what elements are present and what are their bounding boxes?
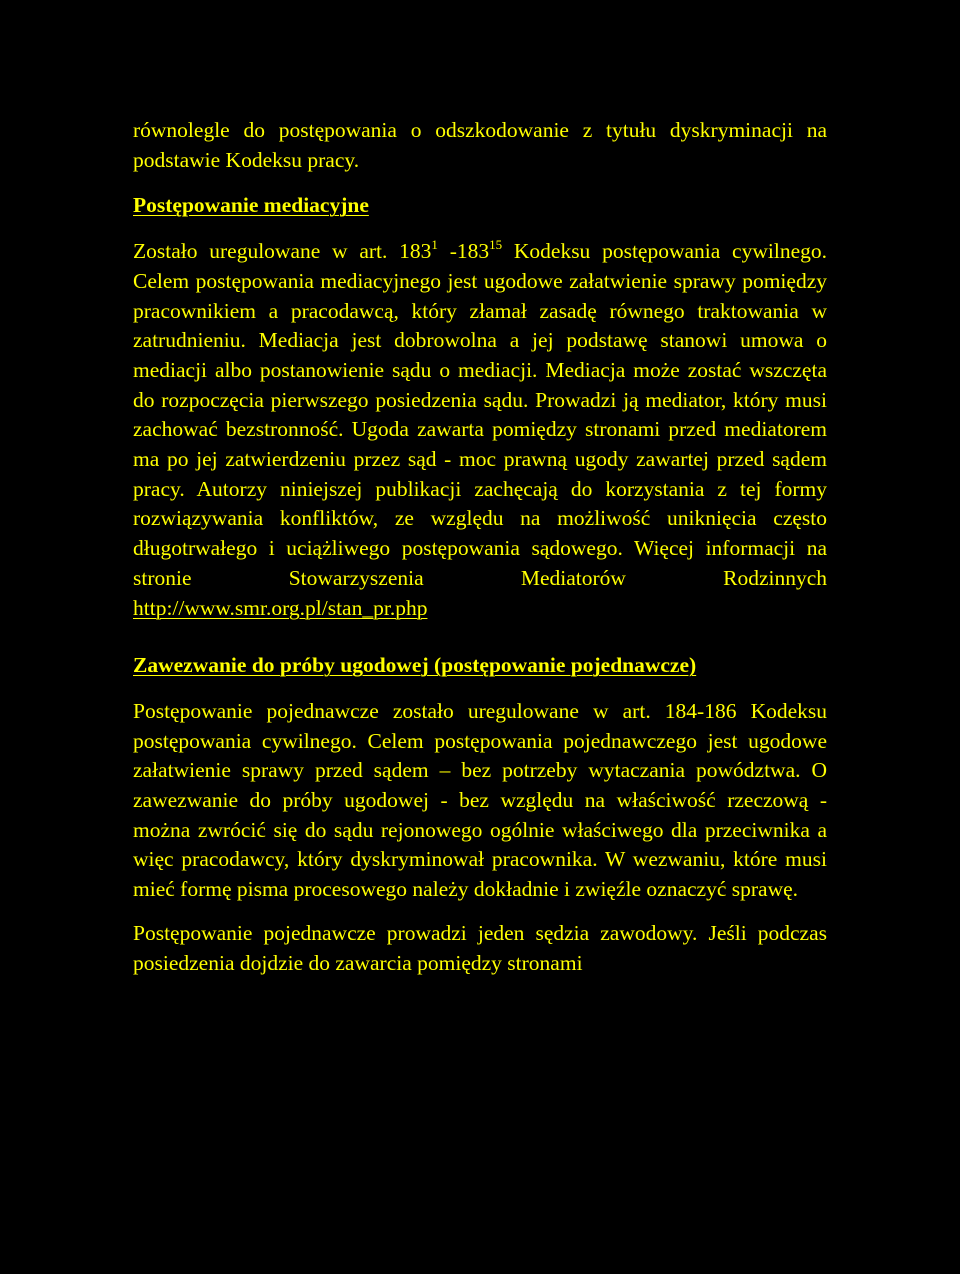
spacer <box>133 905 827 919</box>
document-page <box>133 116 827 978</box>
spacer <box>133 175 827 191</box>
mediation-text-1: Zostało uregulowane w art. 183 <box>133 239 432 264</box>
smr-link[interactable]: http://www.smr.org.pl/stan_pr.php <box>133 595 428 620</box>
heading-conciliation: Zawezwanie do próby ugodowej (postępowanie pojednawcze) <box>133 653 697 678</box>
superscript-15: 15 <box>489 237 503 253</box>
paragraph-mediation <box>133 237 827 623</box>
spacer <box>133 221 827 237</box>
spacer <box>133 681 827 697</box>
paragraph-conciliation: Postępowanie pojednawcze zostało uregulowane w art. 184-186 Kodeksu postępowania cywilnego. Celem postępowania pojednawczego jest ugodowe załatwienie sprawy przed sądem – bez potrzeby wytaczania powództwa. O zawezwanie do próby ugodowej - bez względu na właściwość rzeczową - można zwrócić się do sądu rejonowego ogólnie właściwego dla przeciwnika a więc pracodawcy, który dyskryminował pracownika. W wezwaniu, które musi mieć formę pisma procesowego należy dokładnie i zwięźle oznaczyć sprawę. <box>133 698 827 902</box>
mediation-text-3: Kodeksu postępowania cywilnego. Celem postępowania mediacyjnego jest ugodowe załatwienie sprawy pomiędzy pracownikiem a pracodawcą, który złamał zasadę równego traktowania w zatrudnieniu. Mediacja jest dobrowolna a jej podstawę stanowi umowa o mediacji albo postanowienie sądu o mediacji. Mediacja może zostać wszczęta do rozpoczęcia pierwszego posiedzenia sądu. Prowadzi ją mediator, który musi zachować bezstronność. Ugoda zawarta pomiędzy stronami przed mediatorem ma po jej zatwierdzeniu przez sąd - moc prawną ugody zawartej przed sądem pracy. Autorzy niniejszej publikacji zachęcają do korzystania z tej formy rozwiązywania konfliktów, ze względu na możliwość uniknięcia często długotrwałego i uciążliwego postępowania sądowego. Więcej informacji na stronie Stowarzyszenia Mediatorów Rodzinnych <box>133 239 827 590</box>
heading-mediation: Postępowanie mediacyjne <box>133 193 369 218</box>
paragraph-last: Postępowanie pojednawcze prowadzi jeden sędzia zawodowy. Jeśli podczas posiedzenia dojdzie do zawarcia pomiędzy stronami <box>133 920 827 975</box>
paragraph-intro: równolegle do postępowania o odszkodowanie z tytułu dyskryminacji na podstawie Kodeksu pracy. <box>133 118 827 172</box>
superscript-1: 1 <box>431 237 438 253</box>
spacer <box>133 623 827 651</box>
mediation-text-2: -183 <box>437 239 490 264</box>
